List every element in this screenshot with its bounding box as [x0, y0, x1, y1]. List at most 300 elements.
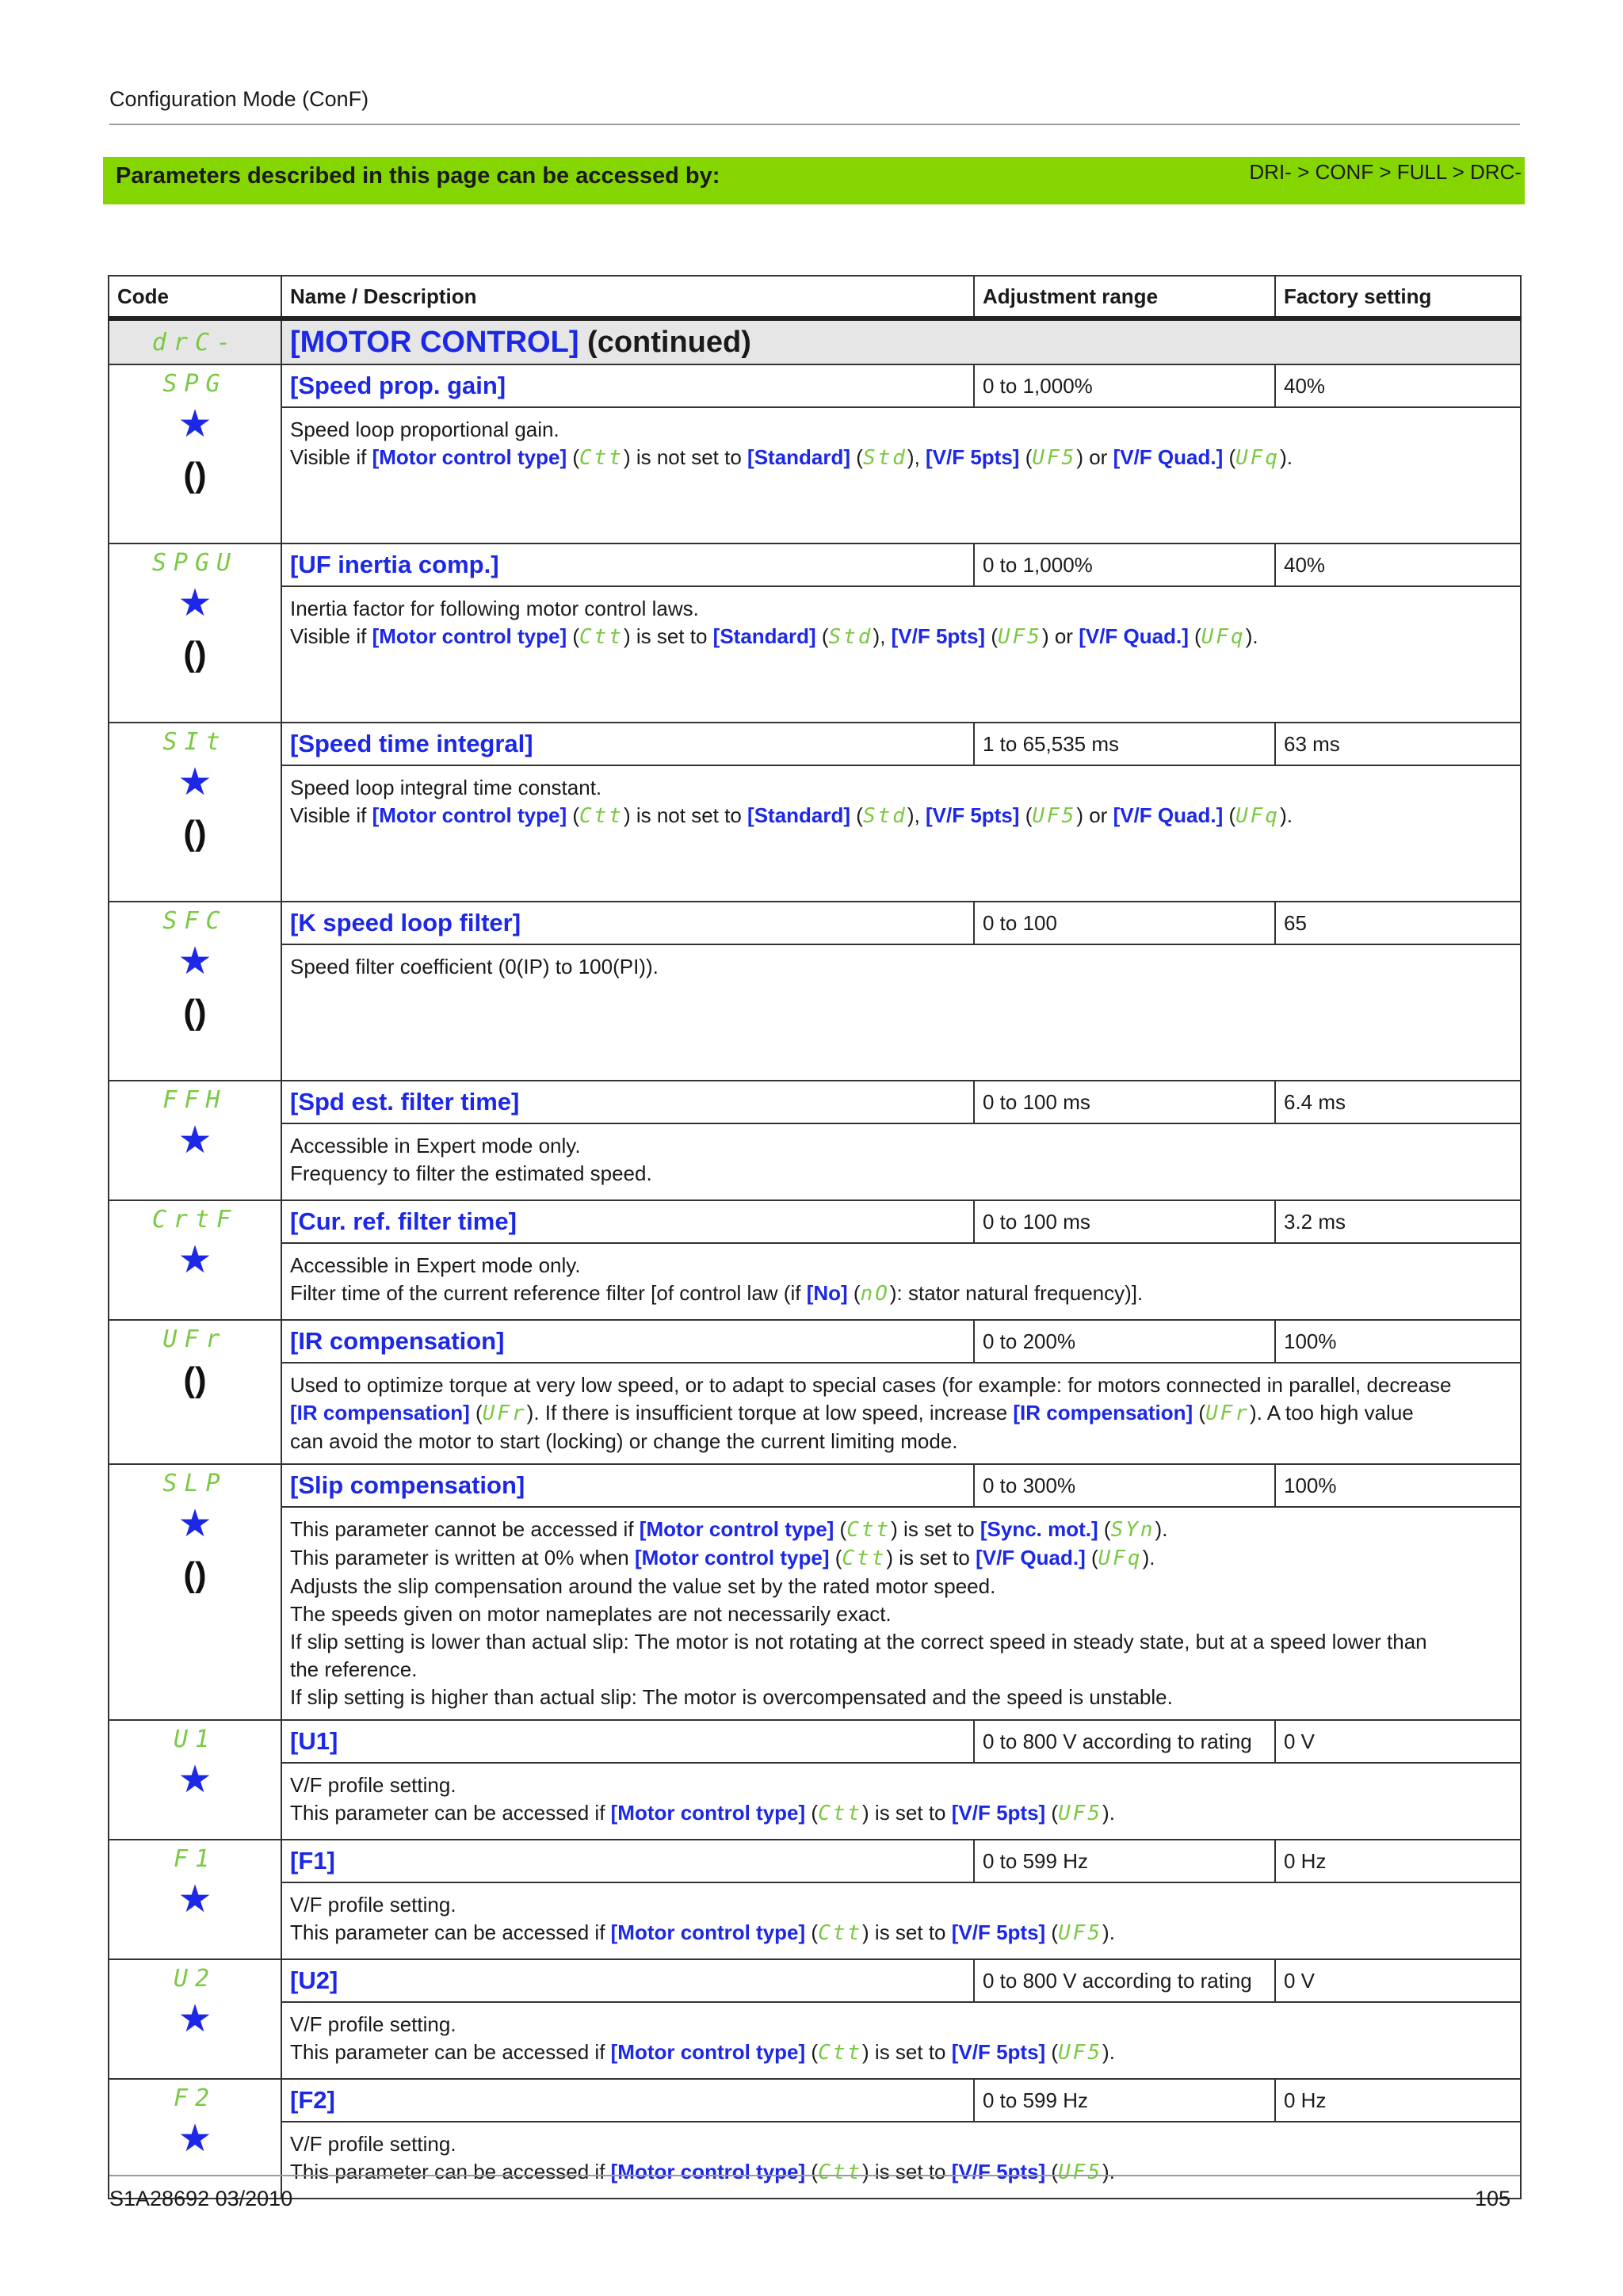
description-text: This parameter can be accessed if [290, 2040, 611, 2064]
param-factory-setting: 0 V [1275, 1959, 1521, 2002]
parameter-link: [No] [806, 1281, 848, 1305]
param-description [281, 1363, 1521, 1464]
table-row-description [109, 586, 1521, 723]
star-icon: ★ [178, 1503, 212, 1545]
parameter-link: [V/F 5pts] [926, 803, 1020, 827]
description-text: Frequency to filter the estimated speed. [290, 1161, 652, 1185]
description-line [290, 1919, 1512, 1947]
param-name: [F2] [290, 2086, 335, 2114]
header-adjustment-range: Adjustment range [974, 276, 1275, 318]
description-line [290, 444, 1512, 472]
parameter-link: [V/F Quad.] [1113, 803, 1224, 827]
description-text: ( [1045, 1920, 1059, 1944]
description-text: V/F profile setting. [290, 2132, 456, 2156]
description-line [290, 1399, 1512, 1428]
param-range: 0 to 200% [974, 1320, 1275, 1363]
param-factory-setting: 0 Hz [1275, 1840, 1521, 1882]
description-text: If slip setting is lower than actual slip: The motor is not rotating at the correct speed in steady state, but at a speed lower than [290, 1630, 1427, 1653]
table-row-description [109, 1882, 1521, 1959]
parameter-link: [Standard] [747, 445, 851, 469]
param-factory-setting: 100% [1275, 1320, 1521, 1363]
param-name: [UF inertia comp.] [290, 551, 499, 578]
param-code: F2 [173, 2084, 217, 2112]
table-row [109, 1081, 1521, 1123]
description-line [290, 953, 1512, 981]
description-text: ) is set to [623, 624, 713, 648]
star-icon: ★ [178, 1998, 212, 2040]
description-text: can avoid the motor to start (locking) or change the current limiting mode. [290, 1429, 958, 1453]
param-description [281, 586, 1521, 723]
param-icons [109, 1761, 281, 1799]
parameter-link: [Motor control type] [610, 2040, 806, 2064]
description-text: Filter time of the current reference filter [of control law (if [290, 1281, 807, 1305]
header-code: Code [109, 276, 281, 318]
display-code: SYn [1110, 1518, 1155, 1542]
param-code-cell [109, 2079, 281, 2199]
param-icons [109, 2000, 281, 2039]
parameter-link: [V/F Quad.] [1079, 624, 1189, 648]
param-name: [Speed prop. gain] [290, 372, 506, 399]
parameter-link: [V/F 5pts] [951, 2040, 1046, 2064]
cycle-icon: () [183, 993, 207, 1032]
parameter-link: [Motor control type] [610, 1801, 806, 1825]
star-icon: ★ [178, 1878, 212, 1920]
table-row-description [109, 2122, 1521, 2199]
parameter-link: [Standard] [712, 624, 816, 648]
parameter-link: [Motor control type] [372, 803, 567, 827]
param-code-cell [109, 543, 281, 723]
description-text: ( [834, 1517, 847, 1541]
display-code: nO [860, 1282, 890, 1306]
description-text: ( [1193, 1401, 1206, 1425]
param-factory-setting: 63 ms [1275, 723, 1521, 765]
param-name-cell [281, 1464, 974, 1507]
cycle-icon: () [183, 635, 207, 673]
description-text: ). [1102, 1801, 1115, 1825]
param-description [281, 944, 1521, 1081]
param-icons [109, 940, 281, 1032]
description-text: ). If there is insufficient torque at low speed, increase [526, 1401, 1014, 1425]
description-line [290, 2039, 1512, 2067]
star-icon: ★ [178, 940, 212, 982]
display-code: UF5 [1032, 804, 1077, 828]
description-line [290, 1371, 1512, 1399]
description-text: ( [1045, 2040, 1059, 2064]
description-text: ( [985, 624, 998, 648]
param-factory-setting: 0 Hz [1275, 2079, 1521, 2122]
description-text: ), [873, 624, 892, 648]
display-code: Ctt [818, 2161, 863, 2184]
display-code: UF5 [1058, 2041, 1103, 2065]
table-row-description [109, 944, 1521, 1081]
description-text: ). A too high value [1250, 1401, 1414, 1425]
display-code: Std [828, 625, 873, 649]
table-row [109, 543, 1521, 586]
description-text: Speed loop integral time constant. [290, 776, 602, 799]
parameter-link: [Motor control type] [372, 445, 567, 469]
param-range: 0 to 599 Hz [974, 1840, 1275, 1882]
description-text: Accessible in Expert mode only. [290, 1134, 581, 1158]
description-text: ( [469, 1401, 483, 1425]
param-name-cell [281, 1200, 974, 1243]
display-code: UF5 [1058, 2161, 1103, 2184]
cycle-icon: () [183, 456, 207, 494]
param-name: [K speed loop filter] [290, 909, 521, 936]
star-icon: ★ [178, 1119, 212, 1161]
param-icons [109, 403, 281, 494]
display-code: UFq [1235, 804, 1281, 828]
table-row [109, 1720, 1521, 1763]
param-name: [Cur. ref. filter time] [290, 1207, 517, 1235]
parameter-link: [IR compensation] [1013, 1401, 1193, 1425]
header-divider [109, 124, 1520, 125]
table-row-description [109, 2002, 1521, 2079]
param-range: 0 to 100 ms [974, 1200, 1275, 1243]
param-factory-setting: 0 V [1275, 1720, 1521, 1763]
star-icon: ★ [178, 403, 212, 445]
table-row-description [109, 407, 1521, 543]
parameter-link: [Motor control type] [610, 2160, 806, 2183]
description-line [290, 1799, 1512, 1828]
description-text: This parameter can be accessed if [290, 2160, 611, 2183]
description-line [290, 595, 1512, 623]
display-code: UF5 [997, 625, 1042, 649]
cycle-icon: () [183, 1555, 207, 1594]
description-text: Visible if [290, 624, 372, 648]
description-text: ) is set to [862, 1801, 952, 1825]
parameter-link: [V/F 5pts] [951, 2160, 1046, 2183]
param-code-cell [109, 1720, 281, 1840]
param-code-cell [109, 1464, 281, 1720]
description-text: ), [907, 445, 926, 469]
description-text: ( [1019, 803, 1033, 827]
star-icon: ★ [178, 582, 212, 624]
param-code: F1 [173, 1845, 217, 1873]
description-text: V/F profile setting. [290, 1893, 456, 1917]
parameter-link: [Motor control type] [610, 1920, 806, 1944]
star-icon: ★ [178, 1239, 212, 1281]
description-text: ) or [1076, 445, 1113, 469]
parameter-table [108, 275, 1522, 2199]
param-name: [U2] [290, 1966, 338, 1994]
param-description [281, 2122, 1521, 2199]
description-text: ). [1142, 1546, 1155, 1569]
description-line [290, 416, 1512, 444]
description-text: ( [1188, 624, 1201, 648]
description-text: This parameter cannot be accessed if [290, 1517, 640, 1541]
display-code: Std [862, 446, 907, 470]
display-code: Ctt [846, 1518, 892, 1542]
param-name-cell [281, 364, 974, 407]
description-text: ( [567, 445, 579, 469]
description-text: ) is set to [886, 1546, 976, 1569]
description-text: Adjusts the slip compensation around the value set by the rated motor speed. [290, 1574, 996, 1598]
parameter-link: [V/F 5pts] [951, 1801, 1046, 1825]
description-line [290, 1160, 1512, 1188]
section-title-suffix: (continued) [579, 325, 751, 359]
table-row [109, 902, 1521, 944]
page-header: Configuration Mode (ConF) [109, 87, 369, 111]
description-text: ( [850, 445, 863, 469]
description-line [290, 2011, 1512, 2039]
description-text: ) is set to [891, 1517, 980, 1541]
description-text: ( [829, 1546, 842, 1569]
parameter-link: [Motor control type] [634, 1546, 830, 1569]
parameter-link: [Standard] [747, 803, 851, 827]
param-range: 0 to 1,000% [974, 543, 1275, 586]
description-text: ( [567, 803, 579, 827]
description-text: This parameter can be accessed if [290, 1920, 611, 1944]
star-icon: ★ [178, 761, 212, 803]
description-text: ( [847, 1281, 861, 1305]
param-factory-setting: 40% [1275, 543, 1521, 586]
param-description [281, 765, 1521, 902]
description-text: Speed loop proportional gain. [290, 418, 559, 441]
table-row [109, 1840, 1521, 1882]
param-name-cell [281, 902, 974, 944]
description-line [290, 1252, 1512, 1280]
section-row [109, 318, 1521, 364]
param-name: [Spd est. filter time] [290, 1088, 520, 1116]
section-title: [MOTOR CONTROL] [290, 325, 579, 359]
display-code: UFr [482, 1402, 527, 1425]
param-icons [109, 1361, 281, 1399]
param-code: CrtF [151, 1206, 239, 1234]
description-line [290, 1280, 1512, 1308]
param-name: [Speed time integral] [290, 730, 533, 757]
parameter-link: [Motor control type] [372, 624, 567, 648]
cycle-icon: () [183, 814, 207, 852]
param-icons [109, 761, 281, 852]
param-code: U2 [173, 1965, 217, 1993]
param-factory-setting: 65 [1275, 902, 1521, 944]
section-code-cell [109, 318, 281, 364]
description-text: the reference. [290, 1657, 418, 1681]
description-text: V/F profile setting. [290, 2012, 456, 2036]
table-row-description [109, 1763, 1521, 1840]
param-range: 0 to 599 Hz [974, 2079, 1275, 2122]
parameter-link: [V/F 5pts] [951, 1920, 1046, 1944]
description-text: ( [815, 624, 829, 648]
description-line [290, 1628, 1512, 1656]
description-line [290, 1772, 1512, 1799]
param-name-cell [281, 1320, 974, 1363]
param-range: 0 to 1,000% [974, 364, 1275, 407]
table-row [109, 1464, 1521, 1507]
description-line [290, 1891, 1512, 1919]
param-code-cell [109, 1081, 281, 1200]
description-line [290, 1544, 1512, 1573]
description-text: The speeds given on motor nameplates are not necessarily exact. [290, 1602, 892, 1626]
param-range: 1 to 65,535 ms [974, 723, 1275, 765]
description-text: ) is not set to [623, 445, 748, 469]
param-description [281, 1243, 1521, 1320]
description-text: ), [907, 803, 926, 827]
param-description [281, 2002, 1521, 2079]
banner-menu-path: DRI- > CONF > FULL > DRC- [1249, 160, 1522, 184]
footer-doc-id: S1A28692 03/2010 [109, 2187, 293, 2210]
section-title-cell [281, 318, 1521, 364]
param-factory-setting: 40% [1275, 364, 1521, 407]
param-code: SFC [162, 907, 227, 935]
parameter-link: [Motor control type] [639, 1517, 834, 1541]
display-code: UF5 [1058, 1802, 1103, 1825]
description-line [290, 2130, 1512, 2158]
description-text: If slip setting is higher than actual slip: The motor is overcompensated and the speed is unstable. [290, 1685, 1173, 1709]
param-range: 0 to 800 V according to rating [974, 1720, 1275, 1763]
param-icons [109, 582, 281, 673]
description-text: This parameter is written at 0% when [290, 1546, 635, 1569]
description-text: ( [805, 2040, 819, 2064]
section-code: drC- [151, 328, 239, 357]
param-name-cell [281, 723, 974, 765]
param-range: 0 to 800 V according to rating [974, 1959, 1275, 2002]
parameter-link: [V/F 5pts] [926, 445, 1020, 469]
param-code: U1 [173, 1726, 217, 1753]
param-name: [IR compensation] [290, 1327, 505, 1355]
param-name-cell [281, 1720, 974, 1763]
description-line [290, 1656, 1512, 1684]
display-code: UFq [1235, 446, 1281, 470]
display-code: Ctt [818, 2041, 863, 2065]
param-code-cell [109, 364, 281, 543]
description-text: Inertia factor for following motor control laws. [290, 597, 699, 620]
display-code: Ctt [842, 1547, 887, 1570]
table-header-row [109, 276, 1521, 318]
description-line [290, 802, 1512, 830]
param-code-cell [109, 902, 281, 1081]
param-name: [F1] [290, 1847, 335, 1875]
param-name: [U1] [290, 1727, 338, 1755]
table-body [109, 318, 1521, 2199]
display-code: UFr [1205, 1402, 1251, 1425]
table-row [109, 1959, 1521, 2002]
param-code: SPGU [151, 549, 239, 577]
header-name-description: Name / Description [281, 276, 974, 318]
parameter-link: [IR compensation] [290, 1401, 470, 1425]
table-row [109, 2079, 1521, 2122]
star-icon: ★ [178, 2118, 212, 2160]
access-banner [103, 157, 1525, 204]
description-text: ( [1223, 803, 1236, 827]
table-row-description [109, 1363, 1521, 1464]
description-text: ( [1098, 1517, 1111, 1541]
display-code: Ctt [579, 804, 624, 828]
param-code: UFr [162, 1325, 227, 1353]
description-text: ). [1102, 2040, 1115, 2064]
parameter-link: [V/F Quad.] [976, 1546, 1086, 1569]
table-row-description [109, 1123, 1521, 1200]
table-row [109, 364, 1521, 407]
description-text: ( [1045, 1801, 1059, 1825]
description-line [290, 2158, 1512, 2187]
param-code: SIt [162, 728, 227, 756]
description-text: ). [1245, 624, 1258, 648]
param-factory-setting: 100% [1275, 1464, 1521, 1507]
param-icons [109, 2120, 281, 2158]
description-text: ): stator natural frequency)]. [889, 1281, 1144, 1305]
param-code: SLP [162, 1470, 227, 1497]
display-code: UFq [1201, 625, 1246, 649]
description-text: Speed filter coefficient (0(IP) to 100(PI)). [290, 955, 659, 978]
cycle-icon: () [183, 1360, 207, 1399]
description-line [290, 623, 1512, 651]
description-text: ) is not set to [623, 803, 748, 827]
param-description [281, 1882, 1521, 1959]
description-text: ) is set to [862, 2160, 952, 2183]
description-text: ( [805, 2160, 819, 2183]
param-code-cell [109, 1320, 281, 1464]
parameter-link: [Sync. mot.] [980, 1517, 1098, 1541]
description-text: ) or [1041, 624, 1079, 648]
display-code: Ctt [579, 625, 624, 649]
param-name-cell [281, 1081, 974, 1123]
param-name-cell [281, 2079, 974, 2122]
display-code: UFq [1098, 1547, 1143, 1570]
param-description [281, 1763, 1521, 1840]
description-text: ) or [1076, 803, 1113, 827]
description-text: V/F profile setting. [290, 1773, 456, 1797]
description-text: ( [805, 1801, 819, 1825]
header-factory-setting: Factory setting [1275, 276, 1521, 318]
description-line [290, 1132, 1512, 1160]
description-text: ). [1280, 445, 1293, 469]
description-text: ( [1045, 2160, 1059, 2183]
table-row [109, 723, 1521, 765]
description-line [290, 1573, 1512, 1600]
param-range: 0 to 100 [974, 902, 1275, 944]
param-description [281, 1123, 1521, 1200]
table-row [109, 1200, 1521, 1243]
param-icons [109, 1878, 281, 1920]
table-row-description [109, 765, 1521, 902]
param-description [281, 1507, 1521, 1720]
description-text: ( [1019, 445, 1033, 469]
param-name-cell [281, 1840, 974, 1882]
display-code: UF5 [1058, 1921, 1103, 1945]
description-text: ( [1223, 445, 1236, 469]
param-code: FFH [162, 1086, 227, 1114]
table-row-description [109, 1243, 1521, 1320]
description-line [290, 1516, 1512, 1544]
description-text: ). [1155, 1517, 1168, 1541]
display-code: UF5 [1032, 446, 1077, 470]
param-name-cell [281, 543, 974, 586]
param-code-cell [109, 723, 281, 902]
description-line [290, 1600, 1512, 1628]
description-text: ). [1280, 803, 1293, 827]
param-range: 0 to 100 ms [974, 1081, 1275, 1123]
parameter-link: [V/F Quad.] [1113, 445, 1224, 469]
footer-divider [109, 2175, 1520, 2176]
param-code-cell [109, 1840, 281, 1959]
description-text: Visible if [290, 803, 372, 827]
display-code: Ctt [579, 446, 624, 470]
table-row [109, 1320, 1521, 1363]
parameter-link: [V/F 5pts] [891, 624, 986, 648]
banner-title: Parameters described in this page can be accessed by: [116, 163, 720, 189]
description-text: ) is set to [862, 1920, 952, 1944]
param-icons [109, 1119, 281, 1161]
description-text: ( [850, 803, 863, 827]
description-text: This parameter can be accessed if [290, 1801, 611, 1825]
param-code: SPG [162, 370, 227, 398]
description-text: ( [567, 624, 579, 648]
table-row-description [109, 1507, 1521, 1720]
display-code: Std [862, 804, 907, 828]
description-text: Visible if [290, 445, 372, 469]
param-range: 0 to 300% [974, 1464, 1275, 1507]
